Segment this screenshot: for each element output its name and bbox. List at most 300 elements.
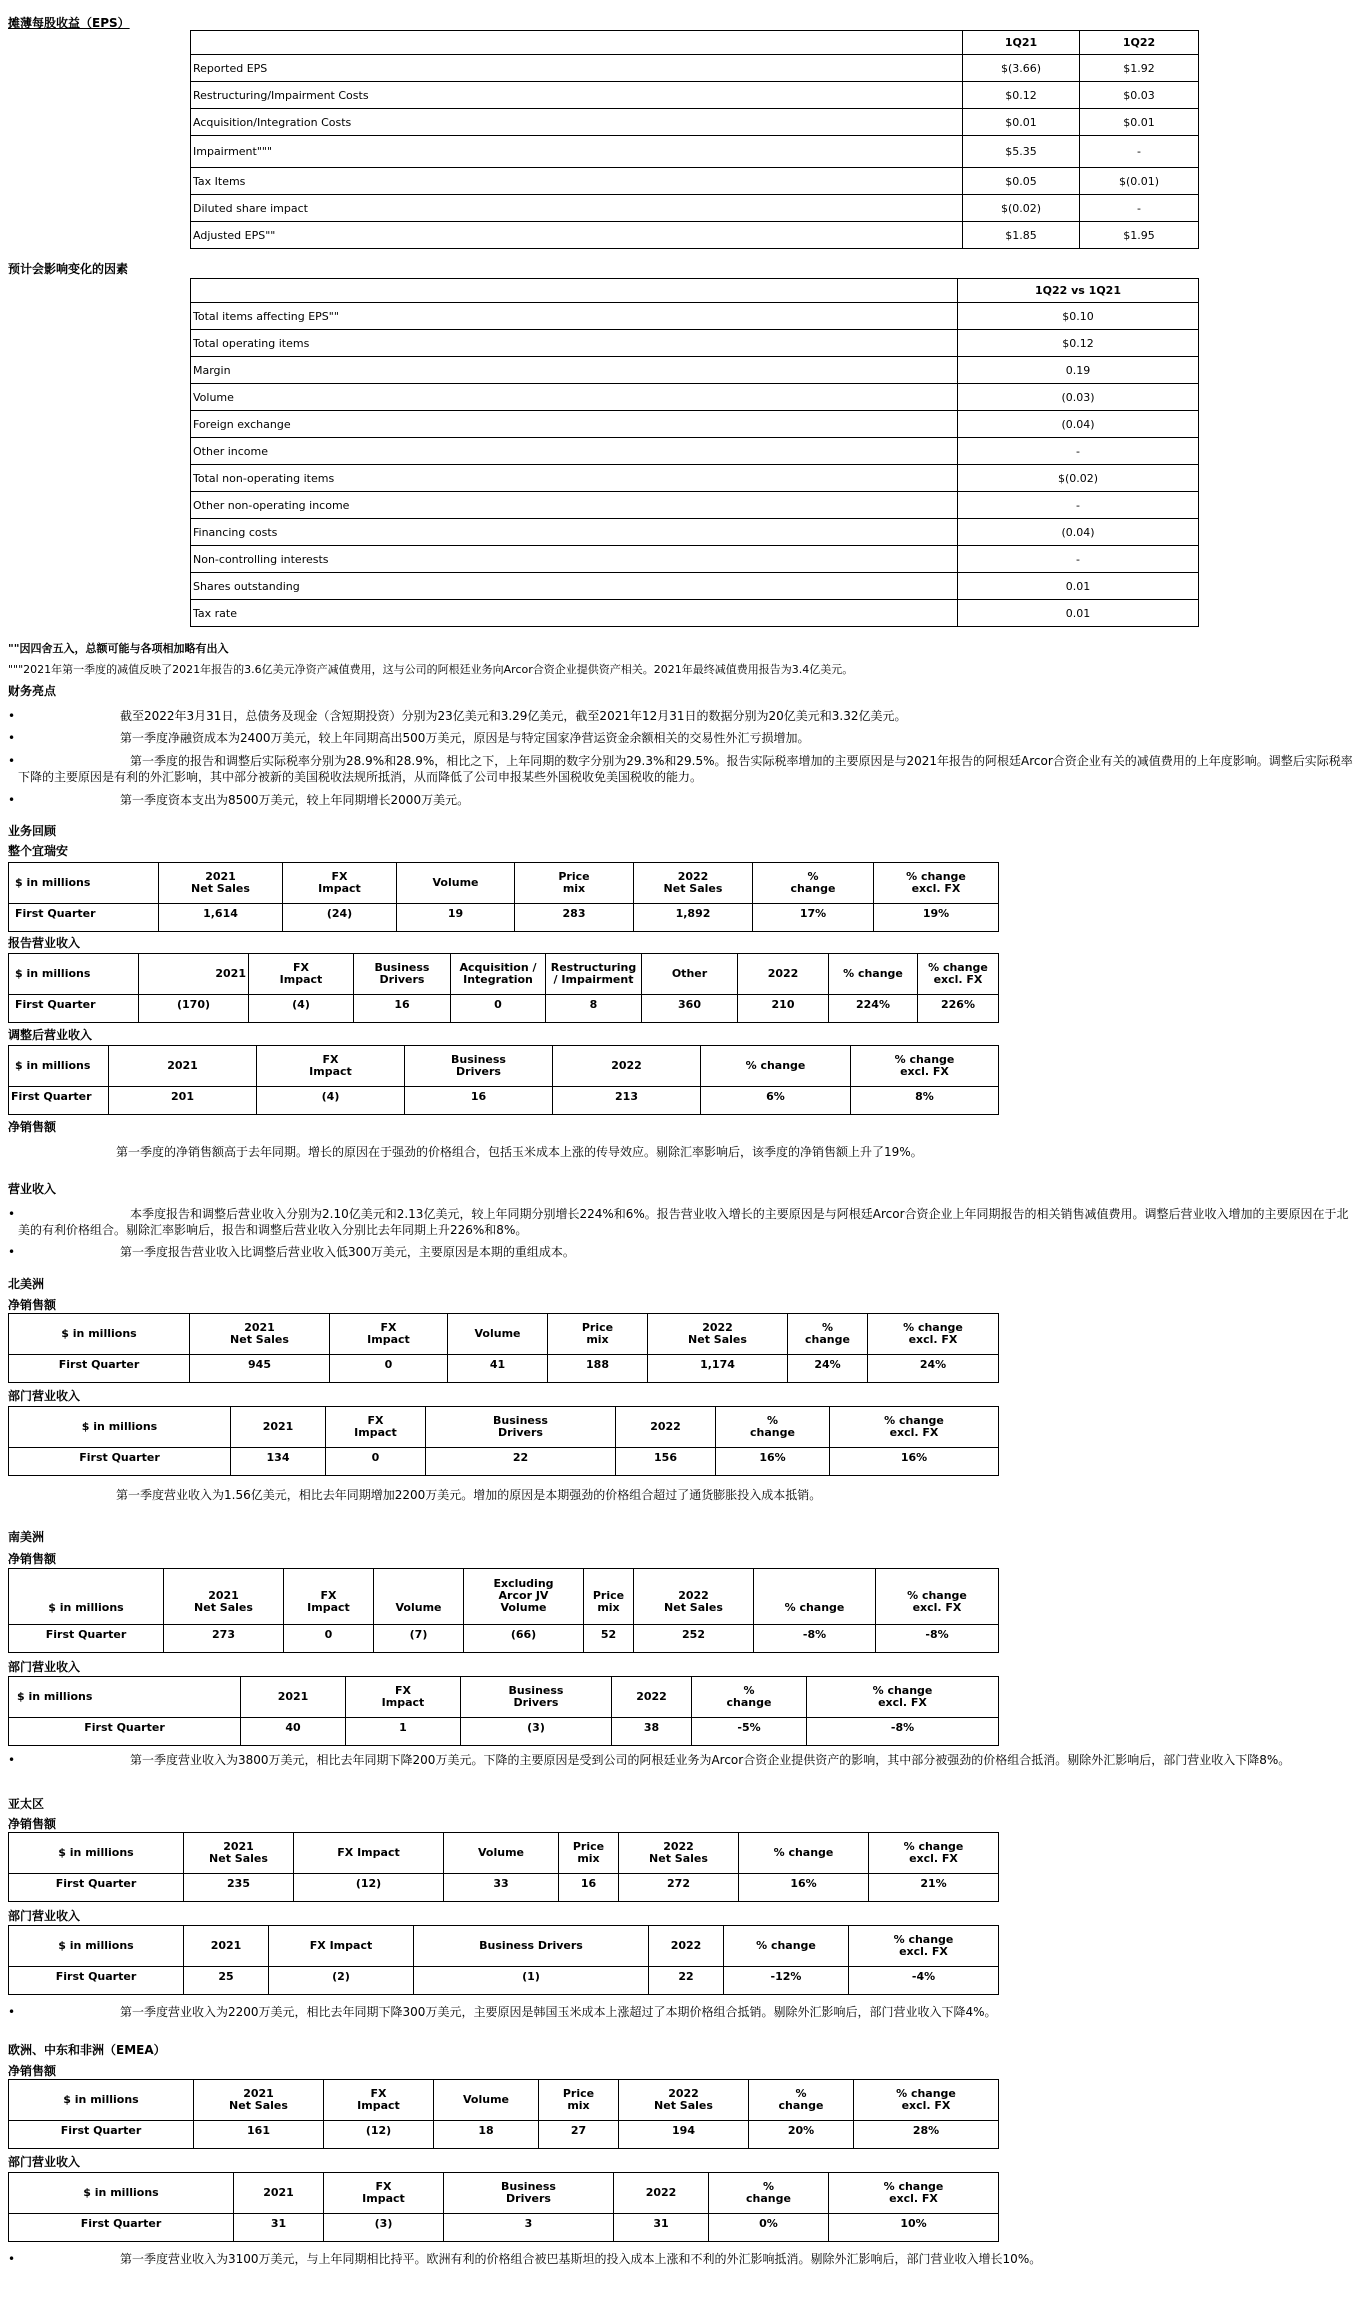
col-header: Other [642, 954, 738, 995]
cell: 24% [788, 1355, 868, 1383]
cell: 213 [553, 1087, 701, 1115]
col-header: % change excl. FX [869, 1833, 999, 1874]
cell: 210 [738, 995, 829, 1023]
eps-section-title: 摊薄每股收益（EPS） [8, 16, 130, 30]
cell: First Quarter [9, 2214, 234, 2242]
cell: 134 [231, 1448, 326, 1476]
col-header: % change [753, 863, 874, 904]
col-header: FX Impact [257, 1046, 405, 1087]
cell: 224% [829, 995, 918, 1023]
cell: 1,174 [648, 1355, 788, 1383]
cell: 283 [515, 904, 634, 932]
col-header: $ in millions [9, 2080, 194, 2121]
factors-row-label: Other non-operating income [191, 492, 958, 519]
cell: 0 [330, 1355, 448, 1383]
table-row [9, 2214, 999, 2242]
eps-col-1q22: 1Q22 [1080, 31, 1199, 55]
south-america-title: 南美洲 [8, 1530, 45, 1544]
cell: 28% [854, 2121, 999, 2149]
cell: First Quarter [9, 904, 159, 932]
eps-row-label: Adjusted EPS"" [191, 222, 963, 249]
col-header: Volume [434, 2080, 539, 2121]
col-header: 2021 [241, 1677, 346, 1718]
factors-value: (0.04) [958, 519, 1199, 546]
col-header: FX Impact [269, 1926, 414, 1967]
factors-row [191, 519, 1199, 546]
col-header: Business Drivers [414, 1926, 649, 1967]
factors-value: $(0.02) [958, 465, 1199, 492]
na-net-sales-title: 净销售额 [8, 1298, 57, 1312]
eps-value: $0.01 [1080, 109, 1199, 136]
cell: (3) [461, 1718, 612, 1746]
factors-value: (0.04) [958, 411, 1199, 438]
highlight-bullet [8, 708, 1358, 724]
eps-value: - [1080, 195, 1199, 222]
cell: 6% [701, 1087, 851, 1115]
col-header: % change [692, 1677, 807, 1718]
na-commentary: 第一季度营业收入为1.56亿美元，相比去年同期增加2200万美元。增加的原因是本期强劲的价格组合超过了通货膨胀投入成本抵销。 [116, 1488, 822, 1502]
col-header: % change [749, 2080, 854, 2121]
col-header: % change [788, 1314, 868, 1355]
apac-net-sales-table [8, 1832, 999, 1902]
financial-highlights-title: 财务亮点 [8, 684, 57, 698]
cell: 16 [354, 995, 451, 1023]
col-header: 2022 Net Sales [634, 863, 753, 904]
op-income-commentary-title: 营业收入 [8, 1182, 57, 1196]
col-header: Price mix [548, 1314, 648, 1355]
emea-net-sales-title: 净销售额 [8, 2064, 57, 2078]
sa-op-title: 部门营业收入 [8, 1660, 81, 1674]
col-header: FX Impact [324, 2173, 444, 2214]
eps-row-label: Tax Items [191, 168, 963, 195]
cell: First Quarter [9, 1625, 164, 1653]
col-header: 2021 Net Sales [164, 1569, 284, 1625]
col-header: 2022 [612, 1677, 692, 1718]
emea-title: 欧洲、中东和非洲（EMEA） [8, 2043, 166, 2057]
col-header: % change excl. FX [874, 863, 999, 904]
col-header: 2021 Net Sales [194, 2080, 324, 2121]
eps-value: $0.12 [963, 82, 1080, 109]
col-header: Excluding Arcor JV Volume [464, 1569, 584, 1625]
bullet-text: 第一季度净融资成本为2400万美元，较上年同期高出500万美元，原因是与特定国家净营运资金余额相关的交易性外汇亏损增加。 [120, 731, 810, 745]
op-income-bullet [8, 1244, 1358, 1260]
col-header: Volume [444, 1833, 559, 1874]
cell: 16% [739, 1874, 869, 1902]
eps-col-1q21: 1Q21 [963, 31, 1080, 55]
factors-row-label: Volume [191, 384, 958, 411]
col-header: Acquisition / Integration [451, 954, 546, 995]
cell: (4) [249, 995, 354, 1023]
factors-value: - [958, 546, 1199, 573]
cell: (7) [374, 1625, 464, 1653]
cell: 41 [448, 1355, 548, 1383]
cell: (170) [139, 995, 249, 1023]
business-review-title: 业务回顾 [8, 824, 57, 838]
factors-col-header: 1Q22 vs 1Q21 [958, 279, 1199, 303]
col-header: 2021 [234, 2173, 324, 2214]
col-header: Restructuring / Impairment [546, 954, 642, 995]
col-header: Price mix [559, 1833, 619, 1874]
factors-row [191, 465, 1199, 492]
bullet-dot: • [8, 709, 16, 723]
emea-op-table [8, 2172, 999, 2242]
apac-title: 亚太区 [8, 1797, 45, 1811]
eps-value: $1.92 [1080, 55, 1199, 82]
sa-commentary [8, 1752, 1358, 1768]
col-header: % change excl. FX [876, 1569, 999, 1625]
cell: (4) [257, 1087, 405, 1115]
col-header: $ in millions [9, 1314, 190, 1355]
col-header: $ in millions [9, 1677, 241, 1718]
eps-row-label: Diluted share impact [191, 195, 963, 222]
apac-op-title: 部门营业收入 [8, 1909, 81, 1923]
emea-net-sales-table [8, 2079, 999, 2149]
cell: 0% [709, 2214, 829, 2242]
col-header: % change [724, 1926, 849, 1967]
col-header: $ in millions [9, 1407, 231, 1448]
factors-row-label: Financing costs [191, 519, 958, 546]
adjusted-op-income-title: 调整后营业收入 [8, 1028, 93, 1042]
col-header: % change excl. FX [829, 2173, 999, 2214]
eps-row [191, 82, 1199, 109]
cell: -8% [807, 1718, 999, 1746]
table-row [9, 1448, 999, 1476]
table-row [9, 2121, 999, 2149]
col-header: 2021 Net Sales [190, 1314, 330, 1355]
cell: 1,614 [159, 904, 283, 932]
total-net-sales-table [8, 862, 999, 932]
table-row [9, 1718, 999, 1746]
whole-company-subtitle: 整个宜瑞安 [8, 844, 69, 858]
op-income-bullet [8, 1206, 1358, 1238]
bullet-dot: • [8, 2005, 16, 2019]
cell: -8% [754, 1625, 876, 1653]
highlight-bullet [8, 753, 1358, 785]
table-row [9, 1625, 999, 1653]
cell: (3) [324, 2214, 444, 2242]
cell: 201 [109, 1087, 257, 1115]
cell: -8% [876, 1625, 999, 1653]
col-header: Business Drivers [461, 1677, 612, 1718]
cell: 156 [616, 1448, 716, 1476]
apac-commentary [8, 2004, 1358, 2020]
cell: 1,892 [634, 904, 753, 932]
cell: 16 [559, 1874, 619, 1902]
reported-op-income-table [8, 953, 999, 1023]
cell: (66) [464, 1625, 584, 1653]
col-header: Price mix [539, 2080, 619, 2121]
col-header: FX Impact [249, 954, 354, 995]
cell: 18 [434, 2121, 539, 2149]
eps-value: $5.35 [963, 136, 1080, 168]
factors-row-label: Foreign exchange [191, 411, 958, 438]
col-header: Price mix [584, 1569, 634, 1625]
col-header: % change excl. FX [918, 954, 999, 995]
impairment-note: """2021年第一季度的减值反映了2021年报告的3.6亿美元净资产减值费用，这与公司的阿根廷业务向Arcor合资企业提供资产相关。2021年最终减值费用报告为3.4亿美元。 [8, 663, 854, 676]
col-header: 2022 [616, 1407, 716, 1448]
eps-value: $0.05 [963, 168, 1080, 195]
col-header: FX Impact [284, 1569, 374, 1625]
cell: First Quarter [9, 1718, 241, 1746]
factors-value: $0.10 [958, 303, 1199, 330]
bullet-text: 第一季度资本支出为8500万美元，较上年同期增长2000万美元。 [120, 793, 470, 807]
factors-row [191, 357, 1199, 384]
bullet-dot: • [8, 2252, 16, 2266]
cell: 31 [614, 2214, 709, 2242]
bullet-dot: • [8, 1207, 16, 1221]
cell: 25 [184, 1967, 269, 1995]
col-header: FX Impact [346, 1677, 461, 1718]
col-header: Volume [397, 863, 515, 904]
cell: 3 [444, 2214, 614, 2242]
cell: 945 [190, 1355, 330, 1383]
factors-value: 0.01 [958, 600, 1199, 627]
col-header: Price mix [515, 863, 634, 904]
col-header: $ in millions [9, 1046, 109, 1087]
apac-op-table [8, 1925, 999, 1995]
eps-row [191, 136, 1199, 168]
na-op-table [8, 1406, 999, 1476]
cell: First Quarter [9, 1967, 184, 1995]
col-header: 2021 Net Sales [159, 863, 283, 904]
col-header: $ in millions [9, 863, 159, 904]
factors-row-label: Total operating items [191, 330, 958, 357]
eps-row-label: Impairment""" [191, 136, 963, 168]
col-header: % change excl. FX [854, 2080, 999, 2121]
factors-row [191, 330, 1199, 357]
factors-row-label: Non-controlling interests [191, 546, 958, 573]
eps-row [191, 109, 1199, 136]
col-header: % change excl. FX [849, 1926, 999, 1967]
bullet-text: 第一季度报告营业收入比调整后营业收入低300万美元，主要原因是本期的重组成本。 [120, 1245, 575, 1259]
net-sales-commentary-title: 净销售额 [8, 1120, 57, 1134]
factors-value: $0.12 [958, 330, 1199, 357]
bullet-dot: • [8, 793, 16, 807]
eps-value: $0.03 [1080, 82, 1199, 109]
cell: 33 [444, 1874, 559, 1902]
bullet-dot: • [8, 1753, 16, 1767]
eps-row [191, 168, 1199, 195]
factors-section-title: 预计会影响变化的因素 [8, 262, 129, 276]
table-row [9, 1355, 999, 1383]
col-header: 2021 [109, 1046, 257, 1087]
cell: 16 [405, 1087, 553, 1115]
cell: 8 [546, 995, 642, 1023]
cell: 273 [164, 1625, 284, 1653]
cell: First Quarter [9, 1355, 190, 1383]
cell: 272 [619, 1874, 739, 1902]
cell: -5% [692, 1718, 807, 1746]
cell: (12) [324, 2121, 434, 2149]
eps-value: $1.95 [1080, 222, 1199, 249]
factors-row [191, 411, 1199, 438]
factors-row-label: Tax rate [191, 600, 958, 627]
factors-row [191, 438, 1199, 465]
cell: 21% [869, 1874, 999, 1902]
col-header: 2021 Net Sales [184, 1833, 294, 1874]
adjusted-op-income-table [8, 1045, 999, 1115]
eps-row [191, 195, 1199, 222]
eps-row [191, 222, 1199, 249]
col-header: FX Impact [326, 1407, 426, 1448]
factors-value: - [958, 492, 1199, 519]
bullet-dot: • [8, 731, 16, 745]
col-header: $ in millions [9, 1926, 184, 1967]
cell: 19% [874, 904, 999, 932]
eps-row-label: Reported EPS [191, 55, 963, 82]
col-header: % change [829, 954, 918, 995]
net-sales-commentary-text: 第一季度的净销售额高于去年同期。增长的原因在于强劲的价格组合，包括玉米成本上涨的传导效应。剔除汇率影响后，该季度的净销售额上升了19%。 [116, 1145, 923, 1159]
cell: 1 [346, 1718, 461, 1746]
cell: First Quarter [9, 2121, 194, 2149]
factors-row [191, 573, 1199, 600]
sa-net-sales-table [8, 1568, 999, 1653]
col-header: % change [739, 1833, 869, 1874]
col-header: 2021 [139, 954, 249, 995]
col-header: % change excl. FX [830, 1407, 999, 1448]
factors-table [190, 278, 1199, 627]
eps-table [190, 30, 1199, 249]
col-header: 2022 Net Sales [634, 1569, 754, 1625]
bullet-text: 截至2022年3月31日，总债务及现金（含短期投资）分别为23亿美元和3.29亿美元，截至2021年12月31日的数据分别为20亿美元和3.32亿美元。 [120, 709, 907, 723]
col-header: FX Impact [324, 2080, 434, 2121]
sa-op-table [8, 1676, 999, 1746]
cell: 8% [851, 1087, 999, 1115]
cell: First Quarter [9, 1448, 231, 1476]
highlight-bullet [8, 730, 1358, 746]
na-net-sales-table [8, 1313, 999, 1383]
col-header: 2021 [231, 1407, 326, 1448]
eps-value: - [1080, 136, 1199, 168]
factors-row [191, 546, 1199, 573]
factors-value: 0.01 [958, 573, 1199, 600]
sa-net-sales-title: 净销售额 [8, 1552, 57, 1566]
col-header: 2022 Net Sales [619, 2080, 749, 2121]
eps-value: $(3.66) [963, 55, 1080, 82]
col-header: FX Impact [294, 1833, 444, 1874]
bullet-text: 第一季度营业收入为2200万美元，相比去年同期下降300万美元，主要原因是韩国玉米成本上涨超过了本期价格组合抵销。剔除外汇影响后，部门营业收入下降4%。 [120, 2005, 997, 2019]
emea-commentary [8, 2251, 1358, 2267]
apac-net-sales-title: 净销售额 [8, 1817, 57, 1831]
cell: -12% [724, 1967, 849, 1995]
factors-row-label: Total items affecting EPS"" [191, 303, 958, 330]
table-row [9, 904, 999, 932]
col-header: $ in millions [9, 954, 139, 995]
table-row [9, 1874, 999, 1902]
cell: 24% [868, 1355, 999, 1383]
cell: First Quarter [9, 1087, 109, 1115]
reported-op-income-title: 报告营业收入 [8, 936, 81, 950]
cell: 252 [634, 1625, 754, 1653]
cell: First Quarter [9, 995, 139, 1023]
col-header: Business Drivers [354, 954, 451, 995]
cell: 17% [753, 904, 874, 932]
bullet-text: 第一季度的报告和调整后实际税率分别为28.9%和28.9%，相比之下，上年同期的数字分别为29.3%和29.5%。报告实际税率增加的主要原因是与2021年报告的阿根廷Arcor合资企业有关的减值费用的上年度影响。调整后实际税率下降的主要原因是有利的外汇影响，其中部分被新的美国税收法规所抵消，从而降低了公司申报某些外国税收免美国税收的能力。 [18, 754, 1353, 784]
eps-row-label: Acquisition/Integration Costs [191, 109, 963, 136]
highlight-bullet [8, 792, 1358, 808]
col-header: % change excl. FX [807, 1677, 999, 1718]
factors-value: 0.19 [958, 357, 1199, 384]
col-header: % change [754, 1569, 876, 1625]
col-header: % change [716, 1407, 830, 1448]
factors-row-label: Shares outstanding [191, 573, 958, 600]
bullet-dot: • [8, 754, 16, 768]
col-header: % change excl. FX [851, 1046, 999, 1087]
factors-row [191, 600, 1199, 627]
cell: 194 [619, 2121, 749, 2149]
eps-value: $1.85 [963, 222, 1080, 249]
cell: 19 [397, 904, 515, 932]
cell: 52 [584, 1625, 634, 1653]
north-america-title: 北美洲 [8, 1277, 45, 1291]
cell: 0 [284, 1625, 374, 1653]
table-row [9, 1967, 999, 1995]
bullet-text: 第一季度营业收入为3100万美元，与上年同期相比持平。欧洲有利的价格组合被巴基斯坦的投入成本上涨和不利的外汇影响抵消。剔除外汇影响后，部门营业收入增长10%。 [120, 2252, 1042, 2266]
factors-row-label: Margin [191, 357, 958, 384]
factors-value: (0.03) [958, 384, 1199, 411]
col-header: Business Drivers [426, 1407, 616, 1448]
col-header: Volume [448, 1314, 548, 1355]
factors-row-label: Other income [191, 438, 958, 465]
col-header: % change [701, 1046, 851, 1087]
emea-op-title: 部门营业收入 [8, 2155, 81, 2169]
col-header: 2022 [553, 1046, 701, 1087]
na-op-title: 部门营业收入 [8, 1389, 81, 1403]
bullet-text: 第一季度营业收入为3800万美元，相比去年同期下降200万美元。下降的主要原因是受到公司的阿根廷业务为Arcor合资企业提供资产的影响，其中部分被强劲的价格组合抵消。剔除外汇影响后，部门营业收入下降8%。 [130, 1753, 1291, 1767]
col-header: 2021 [184, 1926, 269, 1967]
cell: 188 [548, 1355, 648, 1383]
col-header: 2022 Net Sales [619, 1833, 739, 1874]
factors-row [191, 303, 1199, 330]
cell: 16% [716, 1448, 830, 1476]
eps-row-label: Restructuring/Impairment Costs [191, 82, 963, 109]
cell: 38 [612, 1718, 692, 1746]
factors-row [191, 492, 1199, 519]
factors-row [191, 384, 1199, 411]
factors-header-blank [191, 279, 958, 303]
cell: 31 [234, 2214, 324, 2242]
cell: 235 [184, 1874, 294, 1902]
factors-row-label: Total non-operating items [191, 465, 958, 492]
cell: 27 [539, 2121, 619, 2149]
cell: 10% [829, 2214, 999, 2242]
col-header: FX Impact [283, 863, 397, 904]
cell: (24) [283, 904, 397, 932]
col-header: 2022 [649, 1926, 724, 1967]
cell: 226% [918, 995, 999, 1023]
col-header: Business Drivers [444, 2173, 614, 2214]
cell: First Quarter [9, 1874, 184, 1902]
col-header: $ in millions [9, 1833, 184, 1874]
cell: 22 [426, 1448, 616, 1476]
rounding-note: ""因四舍五入，总额可能与各项相加略有出入 [8, 642, 229, 655]
col-header: FX Impact [330, 1314, 448, 1355]
cell: 161 [194, 2121, 324, 2149]
col-header: $ in millions [9, 1569, 164, 1625]
cell: 22 [649, 1967, 724, 1995]
bullet-text: 本季度报告和调整后营业收入分别为2.10亿美元和2.13亿美元，较上年同期分别增长224%和6%。报告营业收入增长的主要原因是与阿根廷Arcor合资企业上年同期报告的相关销售减值费用。调整后营业收入增加的主要原因在于北美的有利价格组合。剔除汇率影响后，报告和调整后营业收入分别比去年同期上升226%和8%。 [18, 1207, 1349, 1237]
col-header: 2022 [614, 2173, 709, 2214]
cell: (1) [414, 1967, 649, 1995]
factors-value: - [958, 438, 1199, 465]
cell: 360 [642, 995, 738, 1023]
cell: 40 [241, 1718, 346, 1746]
col-header: % change [709, 2173, 829, 2214]
cell: 16% [830, 1448, 999, 1476]
col-header: Volume [374, 1569, 464, 1625]
col-header: $ in millions [9, 2173, 234, 2214]
col-header: % change excl. FX [868, 1314, 999, 1355]
